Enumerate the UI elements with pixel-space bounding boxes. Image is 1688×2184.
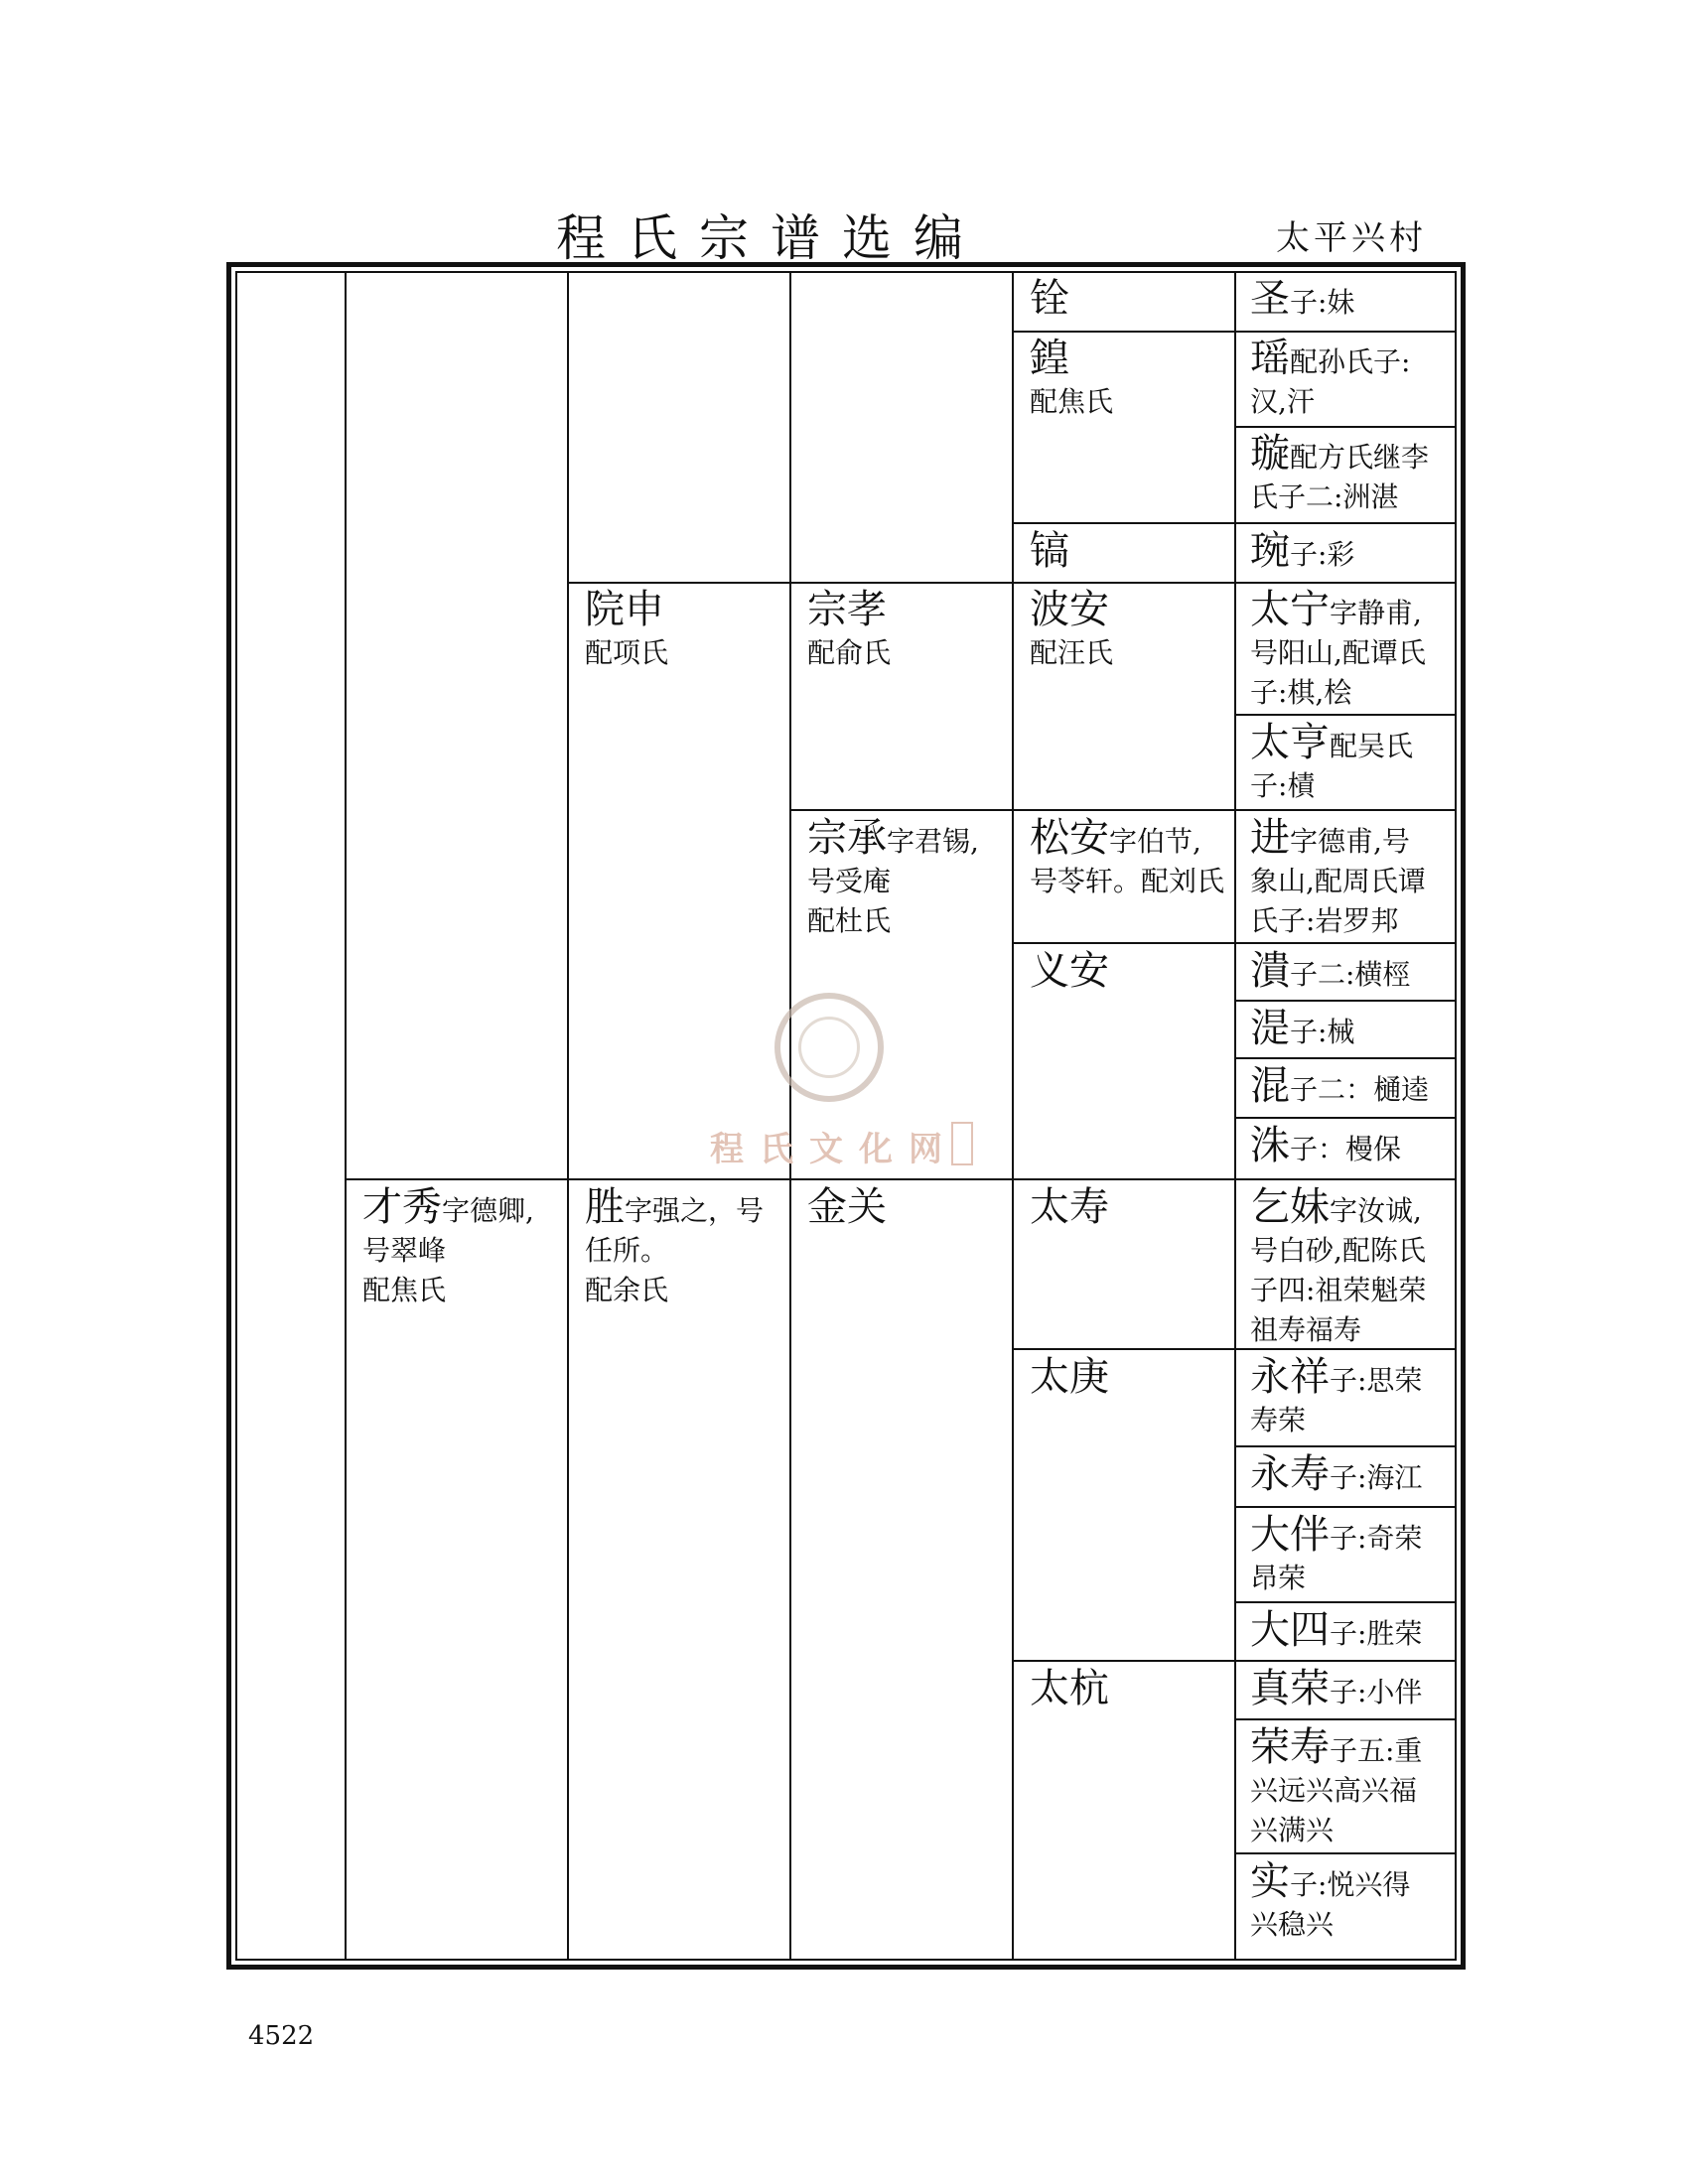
person-name: 金关 (807, 1184, 887, 1230)
person-entry (1030, 948, 1109, 995)
person-note: 子:海江 (1330, 1461, 1423, 1494)
person-name: 义安 (1030, 948, 1109, 994)
person-name: 大伴 (1250, 1512, 1330, 1558)
row-divider (1234, 1445, 1457, 1447)
person-note: 号阳山,配谭氏 (1250, 636, 1426, 669)
row-divider (1234, 1601, 1457, 1603)
row-divider (1012, 522, 1457, 524)
person-name: 宗孝 (807, 587, 887, 632)
person-entry (1250, 1666, 1455, 1712)
page-number: 4522 (248, 2021, 315, 2051)
person-note: 配孙氏子: (1290, 345, 1411, 378)
person-note: 寿荣 (1250, 1404, 1307, 1436)
person-name: 太杭 (1030, 1666, 1109, 1711)
row-divider (567, 582, 1457, 584)
person-note: 子:妹 (1290, 286, 1355, 319)
person-note: 祖寿福寿 (1250, 1313, 1362, 1346)
person-name: 洙 (1250, 1123, 1290, 1168)
spouse: 配焦氏 (1030, 385, 1114, 418)
person-note: 号白砂,配陈氏 (1250, 1234, 1426, 1267)
person-entry (1250, 276, 1455, 323)
person-entry (1030, 528, 1069, 575)
person-name: 湜 (1250, 1006, 1290, 1051)
person-name: 琬 (1250, 528, 1290, 574)
person-note: 子:奇荣 (1330, 1522, 1423, 1555)
person-note: 子:小伴 (1330, 1676, 1423, 1708)
person-name: 太庚 (1030, 1354, 1109, 1400)
person-name: 镐 (1030, 528, 1069, 574)
person-name: 鍠 (1030, 336, 1069, 381)
person-entry (1250, 587, 1455, 713)
row-divider (1234, 714, 1457, 716)
person-note: 兴稳兴 (1250, 1908, 1335, 1941)
row-divider (1234, 1057, 1457, 1059)
person-name: 混 (1250, 1063, 1290, 1109)
village-name: 太平兴村 (1276, 218, 1427, 258)
person-name: 太寿 (1030, 1184, 1109, 1230)
person-note: 子:胜荣 (1330, 1617, 1423, 1650)
person-note: 昂荣 (1250, 1562, 1307, 1594)
person-note: 配方氏继李 (1290, 441, 1430, 474)
column-divider (1012, 273, 1014, 1959)
column-divider (345, 273, 347, 1959)
person-note: 子：槾保 (1290, 1133, 1402, 1165)
person-note: 子二：樋逵 (1290, 1073, 1430, 1106)
spouse: 配项氏 (585, 636, 669, 669)
person-note: 子二:横桱 (1290, 958, 1411, 991)
person-note: 字君锡, (887, 825, 979, 858)
person-note: 字汝诚, (1330, 1194, 1422, 1227)
person-note: 字德甫,号 (1290, 825, 1410, 858)
person-entry (1030, 815, 1233, 901)
person-note: 任所。 (585, 1234, 669, 1267)
person-entry (1250, 1006, 1455, 1052)
person-entry (807, 1184, 1006, 1231)
column-divider (789, 273, 791, 1959)
person-name: 进 (1250, 815, 1290, 861)
person-note: 字强之，号 (625, 1194, 765, 1227)
row-divider (1234, 1852, 1457, 1854)
person-note: 号翠峰 (362, 1234, 447, 1267)
person-entry (807, 815, 1006, 941)
person-note: 字德卿, (442, 1194, 534, 1227)
spouse: 配杜氏 (807, 904, 892, 937)
person-note: 子:悦兴得 (1290, 1868, 1411, 1901)
watermark-seal (774, 993, 884, 1102)
person-note: 字静甫, (1330, 597, 1422, 629)
person-name: 院申 (585, 587, 664, 632)
person-note: 子:械 (1290, 1016, 1355, 1048)
person-name: 波安 (1030, 587, 1109, 632)
person-note: 兴满兴 (1250, 1814, 1335, 1846)
person-name: 圣 (1250, 276, 1290, 322)
person-name: 实 (1250, 1858, 1290, 1904)
person-entry (1250, 815, 1455, 941)
person-note: 号苓轩。配刘氏 (1030, 865, 1225, 897)
spouse: 配汪氏 (1030, 636, 1114, 669)
person-name: 铨 (1030, 276, 1069, 322)
person-entry (1250, 1607, 1455, 1654)
spouse: 配焦氏 (362, 1274, 447, 1306)
column-divider (567, 273, 569, 1959)
person-entry (1250, 1724, 1455, 1850)
person-entry (1250, 1451, 1455, 1498)
person-name: 瑶 (1250, 336, 1290, 381)
person-entry (585, 587, 783, 673)
person-name: 璇 (1250, 431, 1290, 477)
person-note: 号受庵 (807, 865, 892, 897)
person-name: 太宁 (1250, 587, 1330, 632)
row-divider (1234, 1000, 1457, 1002)
row-divider (1234, 426, 1457, 428)
person-entry (1250, 1184, 1455, 1350)
person-entry (1030, 276, 1069, 323)
person-name: 真荣 (1250, 1666, 1330, 1711)
person-name: 永寿 (1250, 1451, 1330, 1497)
person-entry (585, 1184, 793, 1310)
person-entry (1250, 1512, 1455, 1598)
person-entry (362, 1184, 561, 1310)
person-entry (1250, 1063, 1455, 1110)
person-name: 大四 (1250, 1607, 1330, 1653)
spouse: 配俞氏 (807, 636, 892, 669)
row-divider (789, 809, 1457, 811)
person-note: 兴远兴高兴福 (1250, 1774, 1418, 1807)
watermark-stamp (951, 1122, 973, 1165)
row-divider (1234, 1117, 1457, 1119)
person-note: 子:思荣 (1330, 1364, 1423, 1397)
person-entry (1250, 1123, 1455, 1169)
person-entry (1250, 948, 1455, 995)
person-name: 荣寿 (1250, 1724, 1330, 1770)
row-divider (1012, 331, 1457, 333)
person-note: 氏子:岩罗邦 (1250, 904, 1399, 937)
person-name: 松安 (1030, 815, 1109, 861)
person-note: 配吴氏 (1330, 730, 1414, 762)
person-note: 字伯节, (1109, 825, 1201, 858)
page-title: 程氏宗谱选编 (556, 209, 985, 267)
row-divider (1234, 1506, 1457, 1508)
person-entry (1250, 1858, 1455, 1945)
person-note: 子:樍 (1250, 769, 1316, 802)
row-divider (1012, 942, 1457, 944)
spouse: 配余氏 (585, 1274, 669, 1306)
person-entry (1250, 336, 1455, 422)
person-name: 胜 (585, 1184, 625, 1230)
person-name: 潰 (1250, 948, 1290, 994)
person-name: 宗承 (807, 815, 887, 861)
row-divider (1012, 1660, 1457, 1662)
column-divider (1234, 273, 1236, 1959)
person-note: 子四:祖荣魁荣 (1250, 1274, 1427, 1306)
person-name: 才秀 (362, 1184, 442, 1230)
watermark-text: 程氏文化网 (710, 1130, 958, 1169)
person-note: 子:彩 (1290, 538, 1355, 571)
person-entry (1030, 1354, 1109, 1401)
person-note: 子五:重 (1330, 1734, 1423, 1767)
person-note: 子:棋,桧 (1250, 676, 1352, 709)
person-entry (1030, 1666, 1109, 1712)
person-entry (1250, 431, 1455, 517)
person-name: 乞妹 (1250, 1184, 1330, 1230)
person-entry (1030, 1184, 1109, 1231)
person-entry (1250, 720, 1455, 806)
row-divider (345, 1178, 1457, 1180)
person-name: 太亨 (1250, 720, 1330, 765)
person-note: 氏子二:洲湛 (1250, 480, 1399, 513)
person-entry (1250, 1354, 1455, 1440)
person-entry (1030, 336, 1114, 422)
person-entry (1030, 587, 1114, 673)
person-note: 汉,汗 (1250, 385, 1315, 418)
person-entry (807, 587, 1006, 673)
person-name: 永祥 (1250, 1354, 1330, 1400)
person-note: 象山,配周氏谭 (1250, 865, 1426, 897)
row-divider (1234, 1718, 1457, 1720)
person-entry (1250, 528, 1455, 575)
